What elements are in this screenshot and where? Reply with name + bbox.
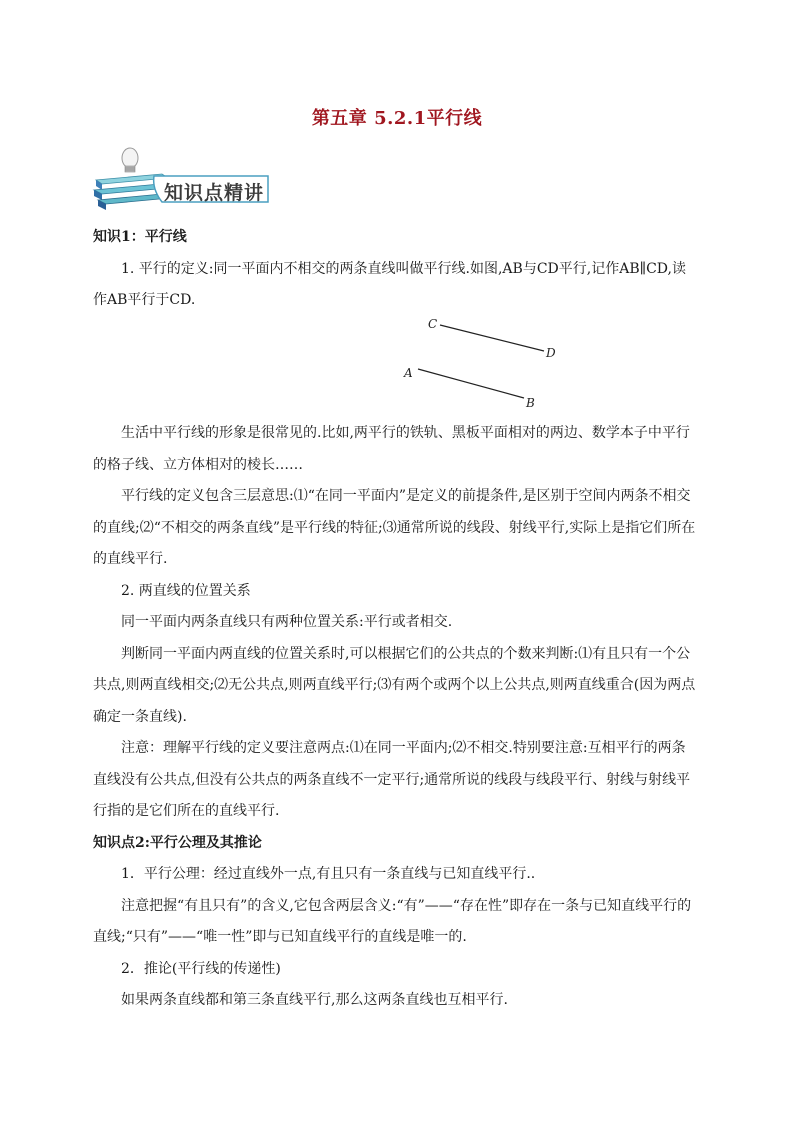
position-relation-heading: 2. 两直线的位置关系: [121, 582, 251, 599]
line-ab: [418, 369, 524, 398]
point-label-b: B: [526, 396, 535, 410]
section-1-body: [93, 418, 699, 1017]
life-examples-paragraph: 生活中平行线的形象是很常见的.比如,两平行的铁轨、黑板平面相对的两边、数学本子中平行的格子线、立方体相对的棱长……: [93, 425, 690, 473]
parallel-lines-figure: [396, 310, 576, 415]
section-2-heading: 知识点2:平行公理及其推论: [93, 834, 262, 851]
point-label-a: A: [404, 366, 413, 380]
knowledge-banner: [92, 142, 272, 214]
position-relation-paragraph: 同一平面内两条直线只有两种位置关系:平行或者相交.: [121, 614, 453, 630]
attention-paragraph: 注意：理解平行线的定义要注意两点:⑴在同一平面内;⑵不相交.特别要注意:互相平行的两条直线没有公共点,但没有公共点的两条直线不一定平行;通常所说的线段与线段平行、射线与射线平行指的是它们所在的直线平行.: [93, 740, 691, 819]
line-cd: [440, 325, 544, 351]
parallel-axiom-paragraph: 1．平行公理：经过直线外一点,有且只有一条直线与已知直线平行..: [121, 866, 536, 882]
axiom-note-paragraph: 注意把握“有且只有”的含义,它包含两层含义:“有”——“存在性”即存在一条与已知直线平行的直线;“只有”——“唯一性”即与已知直线平行的直线是唯一的.: [93, 897, 692, 945]
judgement-paragraph: 判断同一平面内两直线的位置关系时,可以根据它们的公共点的个数来判断:⑴有且只有一个公共点,则两直线相交;⑵无公共点,则两直线平行;⑶有两个或两个以上公共点,则两直线重合(因为两点确定一条直线).: [93, 645, 696, 725]
corollary-paragraph: 如果两条直线都和第三条直线平行,那么这两条直线也互相平行.: [121, 992, 508, 1008]
definition-paragraph: 1. 平行的定义:同一平面内不相交的两条直线叫做平行线.如图,AB与CD平行,记作AB∥CD,读作AB平行于CD.: [93, 260, 686, 308]
point-label-c: C: [428, 317, 438, 331]
section-1-top: [93, 222, 699, 317]
page-title: 第五章 5.2.1平行线: [311, 108, 483, 129]
point-label-d: D: [546, 346, 556, 360]
corollary-heading: 2．推论(平行线的传递性): [121, 960, 281, 977]
definition-meaning-paragraph: 平行线的定义包含三层意思:⑴“在同一平面内”是定义的前提条件,是区别于空间内两条不相交的直线;⑵“不相交的两条直线”是平行线的特征;⑶通常所说的线段、射线平行,实际上是指它们所在的直线平行.: [93, 488, 696, 567]
banner-label: 知识点精讲: [163, 182, 264, 204]
section-1-heading: 知识1：平行线: [93, 229, 187, 245]
